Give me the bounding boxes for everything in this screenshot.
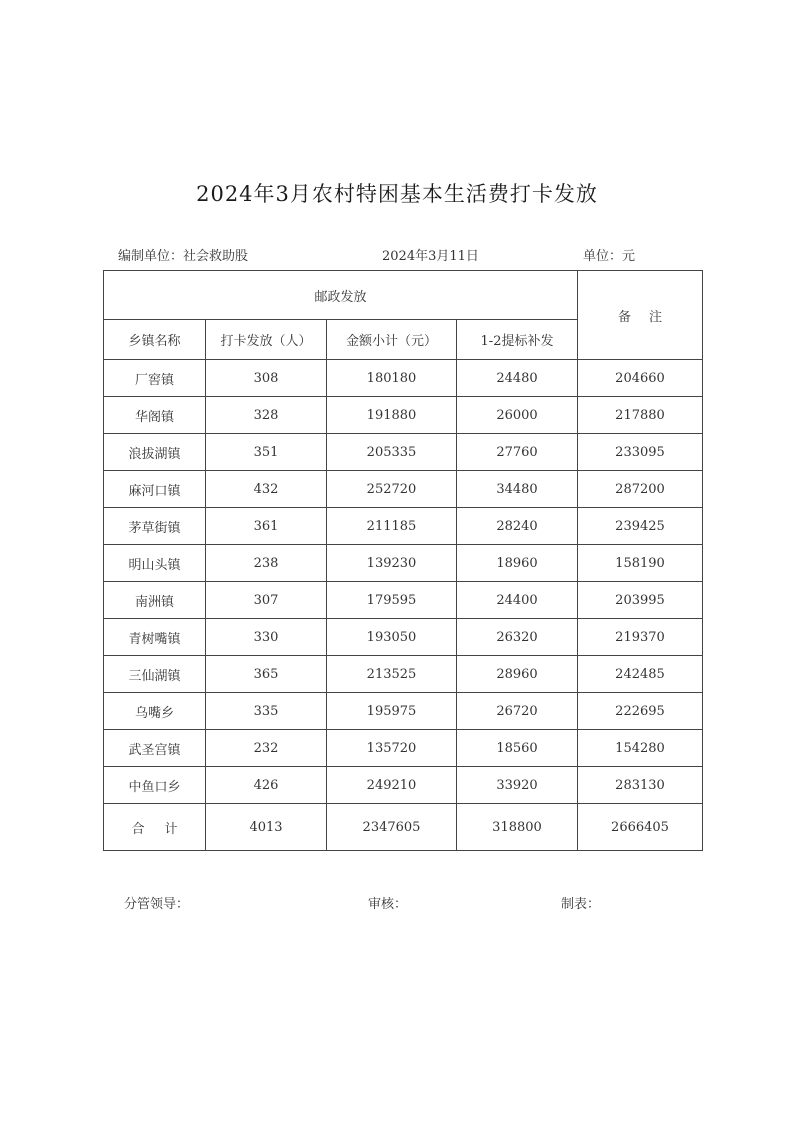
table-row xyxy=(104,619,703,656)
supplement-cell: 28960 xyxy=(457,656,578,693)
supplement-cell: 34480 xyxy=(457,471,578,508)
table-row xyxy=(104,471,703,508)
recipients-cell: 328 xyxy=(206,397,327,434)
total-remark-value: 2666405 xyxy=(578,804,703,851)
table-row xyxy=(104,434,703,471)
signature-reviewer: 审核： xyxy=(368,897,408,912)
total-amount: 2347605 xyxy=(327,804,457,851)
column-header-recipients: 打卡发放（人） xyxy=(206,320,327,360)
group-header-postal: 邮政发放 xyxy=(104,271,578,320)
remark-cell: 158190 xyxy=(578,545,703,582)
remark-cell: 203995 xyxy=(578,582,703,619)
table-row xyxy=(104,656,703,693)
supplement-cell: 26320 xyxy=(457,619,578,656)
supplement-cell: 26720 xyxy=(457,693,578,730)
recipients-cell: 238 xyxy=(206,545,327,582)
recipients-cell: 361 xyxy=(206,508,327,545)
township-cell: 华阁镇 xyxy=(104,397,206,434)
amount-cell: 213525 xyxy=(327,656,457,693)
recipients-cell: 308 xyxy=(206,360,327,397)
column-header-township: 乡镇名称 xyxy=(104,320,206,360)
document-title: 2024年3月农村特困基本生活费打卡发放 xyxy=(196,182,598,206)
amount-cell: 180180 xyxy=(327,360,457,397)
remark-cell: 217880 xyxy=(578,397,703,434)
remark-cell: 204660 xyxy=(578,360,703,397)
remark-cell: 242485 xyxy=(578,656,703,693)
total-supplement: 318800 xyxy=(457,804,578,851)
report-date: 2024年3月11日 xyxy=(382,249,479,264)
total-recipients: 4013 xyxy=(206,804,327,851)
table-row xyxy=(104,360,703,397)
supplement-cell: 27760 xyxy=(457,434,578,471)
column-header-supplement: 1-2提标补发 xyxy=(457,320,578,360)
remark-header: 备注 xyxy=(578,271,703,360)
amount-cell: 195975 xyxy=(327,693,457,730)
township-cell: 麻河口镇 xyxy=(104,471,206,508)
township-cell: 浪拔湖镇 xyxy=(104,434,206,471)
remark-cell: 233095 xyxy=(578,434,703,471)
township-cell: 明山头镇 xyxy=(104,545,206,582)
table-row xyxy=(104,767,703,804)
distribution-table xyxy=(103,270,703,851)
recipients-cell: 426 xyxy=(206,767,327,804)
total-row xyxy=(104,804,703,851)
column-header-amount: 金额小计（元） xyxy=(327,320,457,360)
recipients-cell: 365 xyxy=(206,656,327,693)
supplement-cell: 24400 xyxy=(457,582,578,619)
township-cell: 三仙湖镇 xyxy=(104,656,206,693)
township-cell: 青树嘴镇 xyxy=(104,619,206,656)
amount-cell: 139230 xyxy=(327,545,457,582)
amount-cell: 193050 xyxy=(327,619,457,656)
remark-cell: 219370 xyxy=(578,619,703,656)
supplement-cell: 24480 xyxy=(457,360,578,397)
township-cell: 中鱼口乡 xyxy=(104,767,206,804)
table-row xyxy=(104,730,703,767)
remark-cell: 154280 xyxy=(578,730,703,767)
township-cell: 厂窖镇 xyxy=(104,360,206,397)
township-cell: 乌嘴乡 xyxy=(104,693,206,730)
recipients-cell: 330 xyxy=(206,619,327,656)
table-row xyxy=(104,397,703,434)
township-cell: 武圣宫镇 xyxy=(104,730,206,767)
currency-unit: 单位：元 xyxy=(583,249,636,264)
township-cell: 南洲镇 xyxy=(104,582,206,619)
amount-cell: 249210 xyxy=(327,767,457,804)
compiling-unit: 编制单位：社会救助股 xyxy=(118,249,249,264)
supplement-cell: 26000 xyxy=(457,397,578,434)
recipients-cell: 335 xyxy=(206,693,327,730)
table-row xyxy=(104,582,703,619)
signature-leader: 分管领导： xyxy=(124,897,190,912)
township-cell: 茅草街镇 xyxy=(104,508,206,545)
remark-cell: 283130 xyxy=(578,767,703,804)
amount-cell: 135720 xyxy=(327,730,457,767)
remark-cell: 222695 xyxy=(578,693,703,730)
table-row xyxy=(104,693,703,730)
amount-cell: 191880 xyxy=(327,397,457,434)
table-row xyxy=(104,508,703,545)
table-row xyxy=(104,545,703,582)
total-label: 合计 xyxy=(104,804,206,851)
recipients-cell: 351 xyxy=(206,434,327,471)
supplement-cell: 18560 xyxy=(457,730,578,767)
amount-cell: 211185 xyxy=(327,508,457,545)
signature-maker: 制表： xyxy=(561,897,601,912)
remark-cell: 287200 xyxy=(578,471,703,508)
table-body xyxy=(104,360,703,804)
recipients-cell: 432 xyxy=(206,471,327,508)
supplement-cell: 28240 xyxy=(457,508,578,545)
supplement-cell: 33920 xyxy=(457,767,578,804)
amount-cell: 179595 xyxy=(327,582,457,619)
supplement-cell: 18960 xyxy=(457,545,578,582)
recipients-cell: 307 xyxy=(206,582,327,619)
amount-cell: 252720 xyxy=(327,471,457,508)
amount-cell: 205335 xyxy=(327,434,457,471)
remark-cell: 239425 xyxy=(578,508,703,545)
recipients-cell: 232 xyxy=(206,730,327,767)
